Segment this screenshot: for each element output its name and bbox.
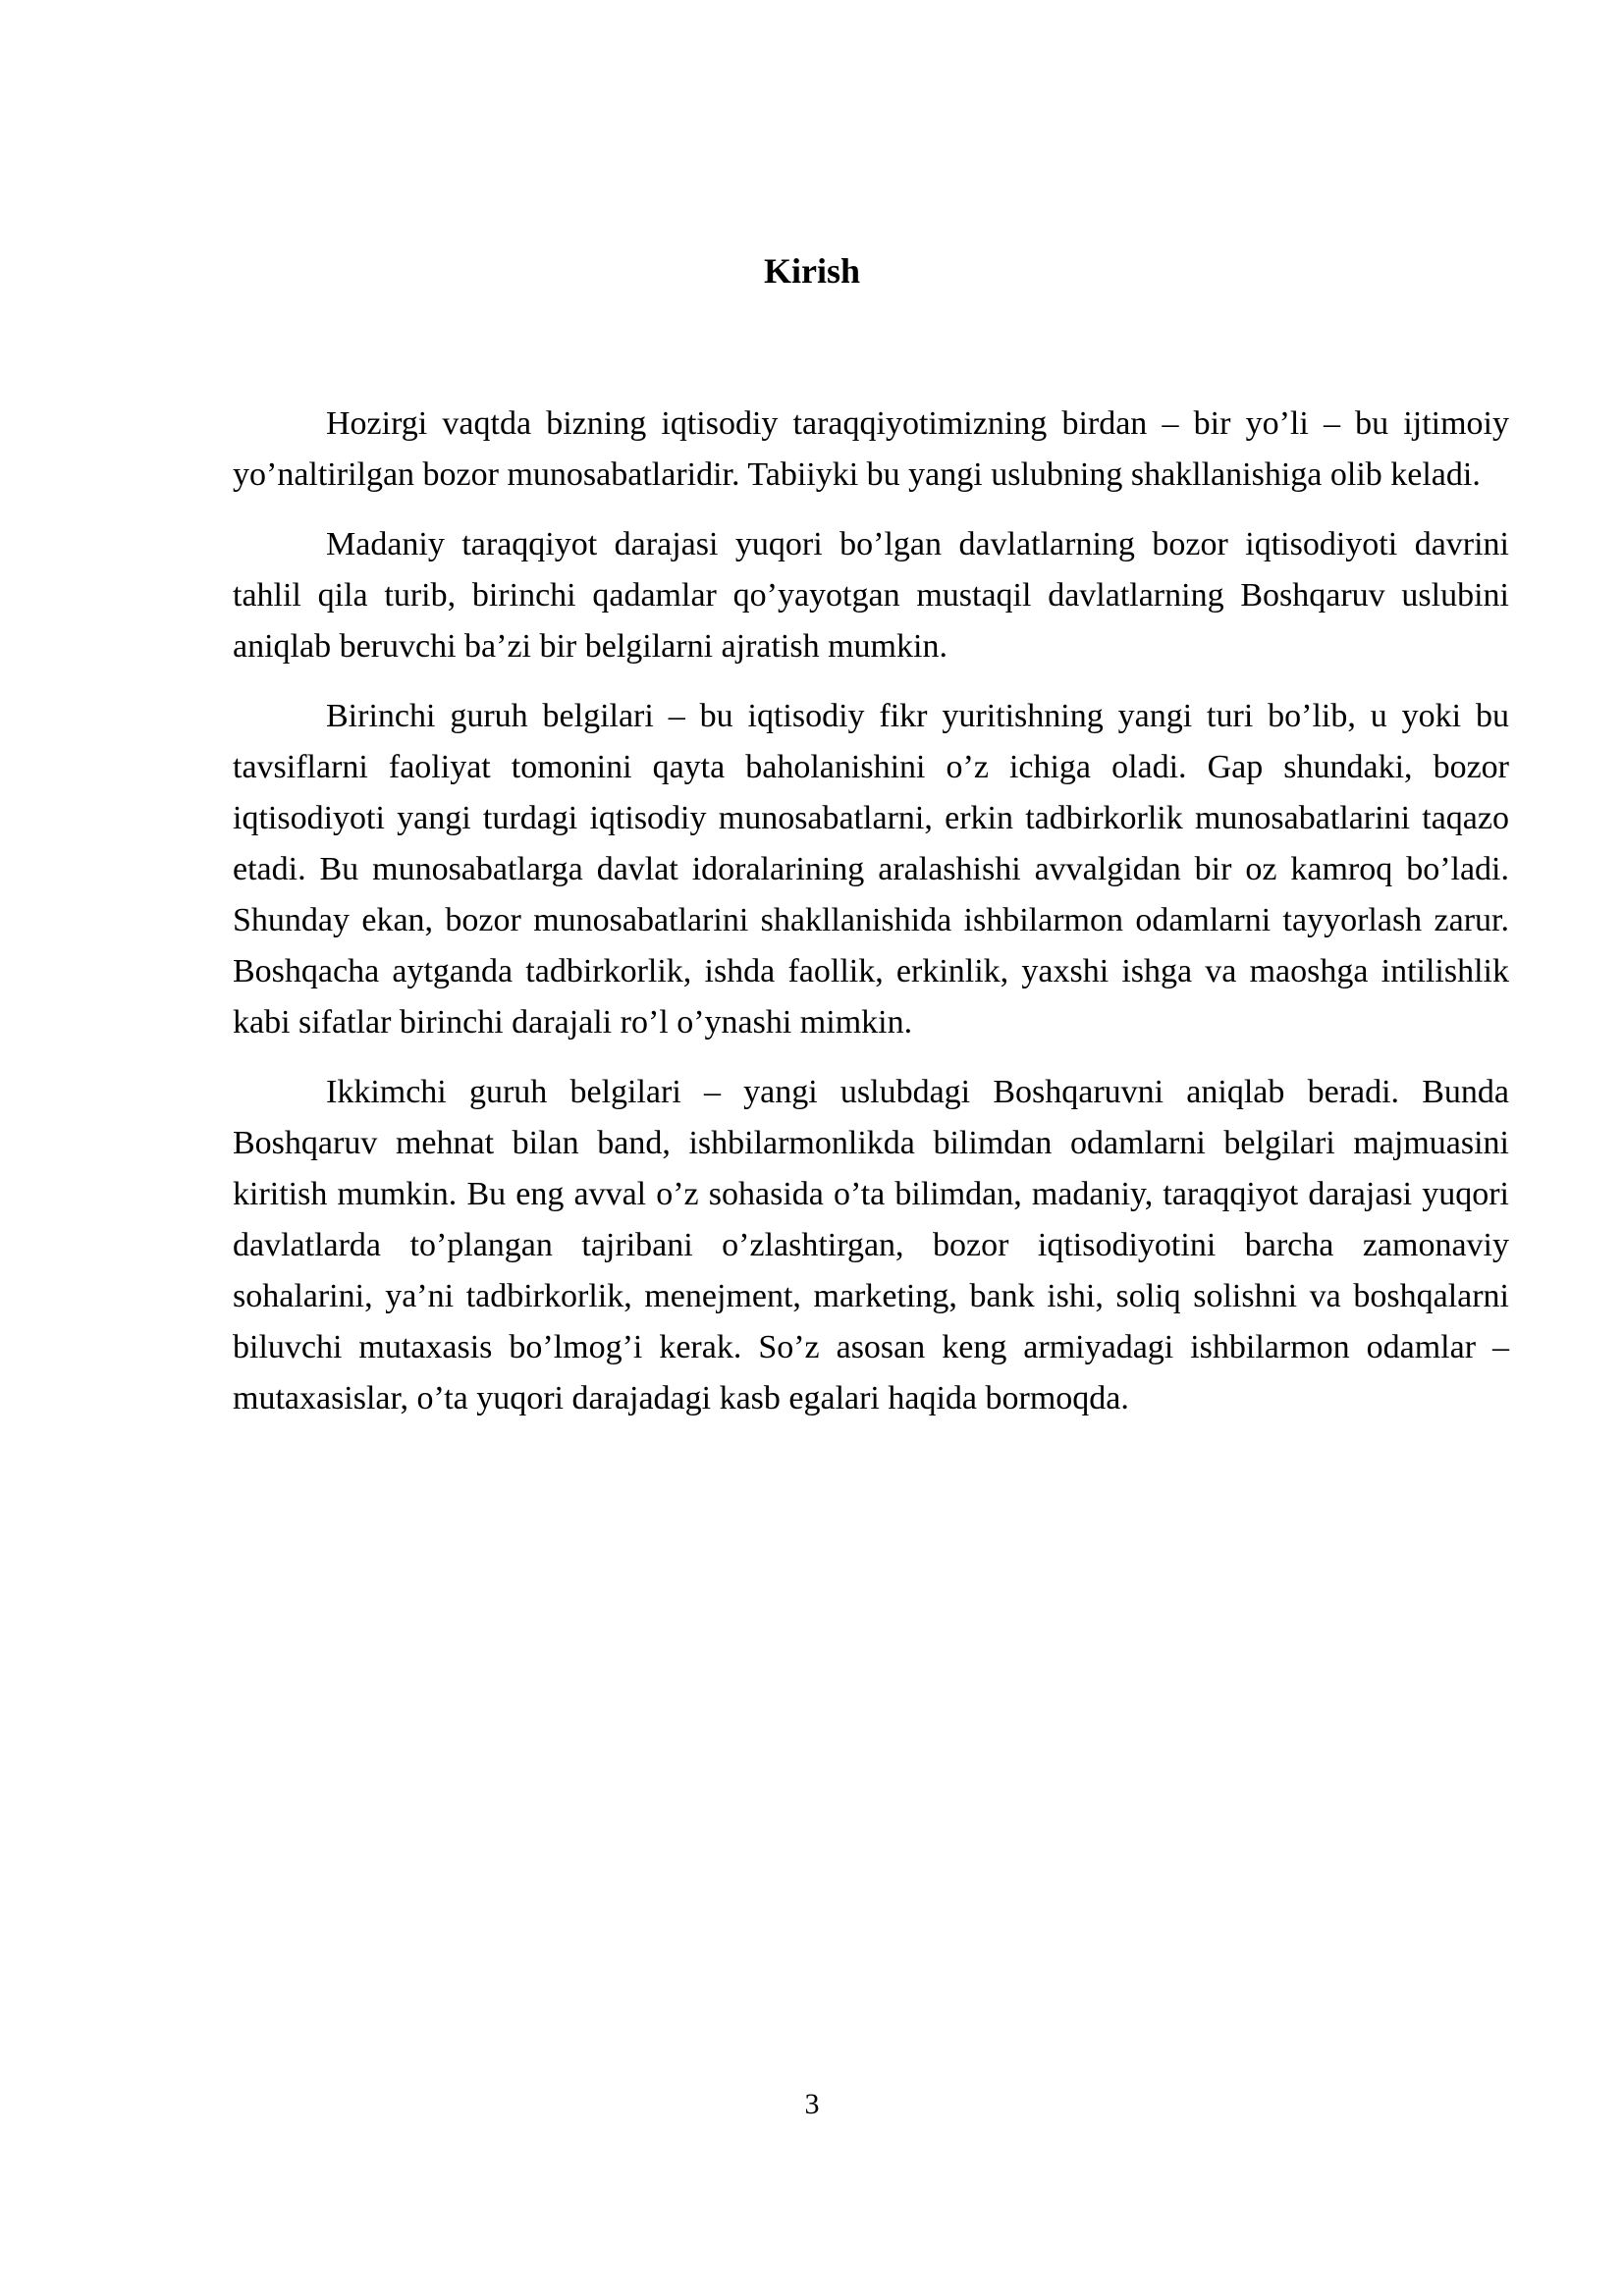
body-text [233, 399, 1509, 1443]
paragraph-4: Ikkimchi guruh belgilari – yangi uslubdagi Boshqaruvni aniqlab beradi. Bunda Boshqaruv mehnat bilan band, ishbilarmonlikda bilimdan odamlarni belgilari majmuasini kiritish mumkin. Bu eng avval o’z sohasida o’ta bilimdan, madaniy, taraqqiyot darajasi yuqori davlatlarda to’plangan tajribani o’zlashtirgan, bozor iqtisodiyotini barcha zamonaviy sohalarini, ya’ni tadbirkorlik, menejment, marketing, bank ishi, soliq solishni va boshqalarni biluvchi mutaxasis bo’lmog’i kerak. So’z asosan keng armiyadagi ishbilarmon odamlar – mutaxasislar, o’ta yuqori darajadagi kasb egalari haqida bormoqda. [233, 1074, 1509, 1416]
paragraph-2: Madaniy taraqqiyot darajasi yuqori bo’lgan davlatlarning bozor iqtisodiyoti davrini tahlil qila turib, birinchi qadamlar qo’yayotgan mustaqil davlatlarning Boshqaruv uslubini aniqlab beruvchi ba’zi bir belgilarni ajratish mumkin. [233, 526, 1509, 665]
paragraph-1: Hozirgi vaqtda bizning iqtisodiy taraqqiyotimizning birdan – bir yo’li – bu ijtimoiy yo’naltirilgan bozor munosabatlaridir. Tabiiyki bu yangi uslubning shakllanishiga olib keladi. [233, 405, 1509, 493]
page-number: 3 [804, 2088, 820, 2120]
paragraph-3: Birinchi guruh belgilari – bu iqtisodiy fikr yuritishning yangi turi bo’lib, u yoki bu tavsiflarni faoliyat tomonini qayta baholanishini o’z ichiga oladi. Gap shundaki, bozor iqtisodiyoti yangi turdagi iqtisodiy munosabatlarni, erkin tadbirkorlik munosabatlarini taqazo etadi. Bu munosabatlarga davlat idoralarining aralashishi avvalgidan bir oz kamroq bo’ladi. Shunday ekan, bozor munosabatlarini shakllanishida ishbilarmon odamlarni tayyorlash zarur. Boshqacha aytganda tadbirkorlik, ishda faollik, erkinlik, yaxshi ishga va maoshga intilishlik kabi sifatlar birinchi darajali ro’l o’ynashi mimkin. [233, 698, 1509, 1041]
page-title: Kirish [763, 251, 860, 291]
